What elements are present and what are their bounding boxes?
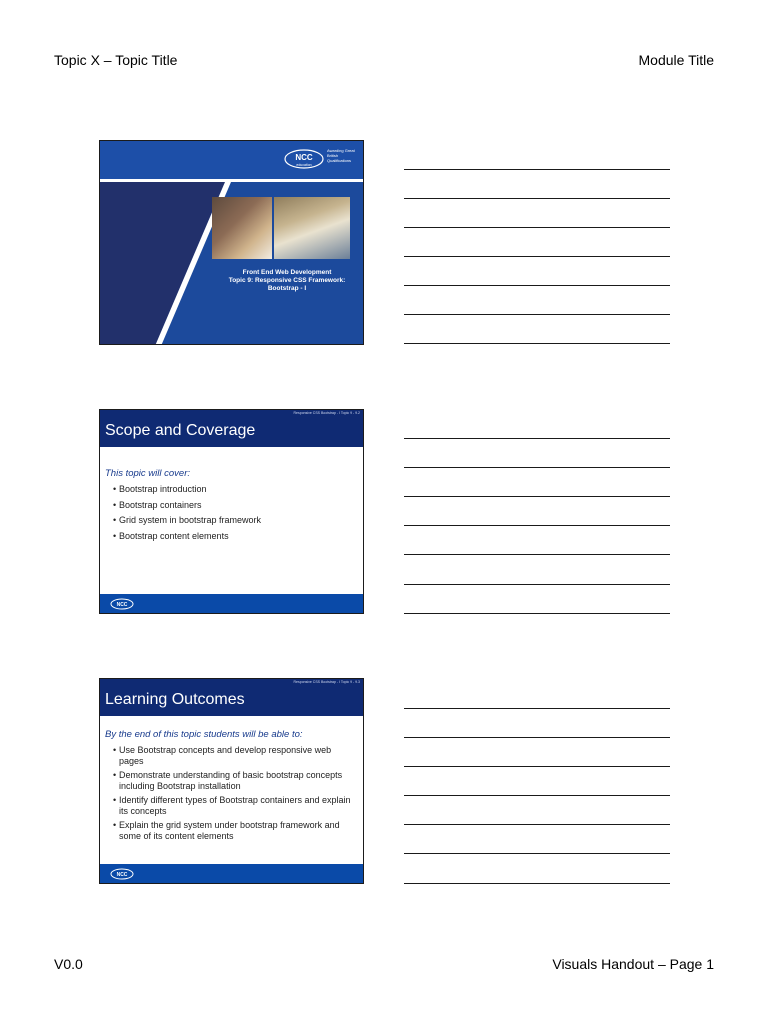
note-line bbox=[404, 285, 670, 286]
slide-title: Scope and Coverage bbox=[105, 422, 256, 439]
course-name: Front End Web Development bbox=[242, 269, 332, 276]
note-line bbox=[404, 883, 670, 884]
ncc-logo-icon bbox=[109, 598, 135, 610]
note-line bbox=[404, 737, 670, 738]
list-item: • Grid system in bootstrap framework bbox=[113, 515, 261, 526]
slide-footer bbox=[100, 594, 363, 613]
note-line bbox=[404, 198, 670, 199]
ncc-logo-icon bbox=[109, 868, 135, 880]
svg-text:NCC: NCC bbox=[295, 153, 313, 162]
slide-breadcrumb: Responsive CSS Bootstrap - I Topic 9 - 9.3 bbox=[293, 680, 360, 684]
svg-text:education: education bbox=[296, 163, 312, 167]
note-line bbox=[404, 613, 670, 614]
list-item: • Identify different types of Bootstrap containers and explain its concepts bbox=[113, 795, 358, 817]
note-line bbox=[404, 708, 670, 709]
topic-subtitle: Bootstrap - I bbox=[267, 285, 307, 292]
note-line bbox=[404, 467, 670, 468]
note-line bbox=[404, 584, 670, 585]
list-item: • Demonstrate understanding of basic bootstrap concepts including Bootstrap installation bbox=[113, 770, 358, 792]
note-line bbox=[404, 256, 670, 257]
note-line bbox=[404, 314, 670, 315]
slide-thumbnail-outcomes bbox=[99, 678, 364, 884]
page-header-topic: Topic X – Topic Title bbox=[54, 52, 178, 68]
slide-header bbox=[100, 410, 363, 447]
ncc-logo-icon bbox=[283, 148, 325, 170]
student-photo bbox=[212, 197, 272, 259]
note-line bbox=[404, 343, 670, 344]
topic-name: Topic 9: Responsive CSS Framework: bbox=[228, 277, 346, 284]
note-line bbox=[404, 853, 670, 854]
list-item: • Bootstrap content elements bbox=[113, 531, 261, 542]
list-item: • Explain the grid system under bootstrap framework and some of its content elements bbox=[113, 820, 358, 842]
slide-title-text bbox=[212, 269, 362, 293]
list-item: • Bootstrap containers bbox=[113, 500, 261, 511]
note-line bbox=[404, 766, 670, 767]
note-line bbox=[404, 795, 670, 796]
page-header-module: Module Title bbox=[638, 52, 714, 68]
slide-white-band bbox=[100, 179, 363, 182]
group-photo bbox=[274, 197, 350, 259]
slide-thumbnail-title bbox=[99, 140, 364, 345]
note-line bbox=[404, 438, 670, 439]
page-footer-page: Visuals Handout – Page 1 bbox=[552, 956, 714, 972]
slide-intro: By the end of this topic students will be able to: bbox=[105, 729, 303, 740]
bullet-list bbox=[113, 484, 261, 546]
svg-text:NCC: NCC bbox=[116, 872, 128, 878]
list-item: • Bootstrap introduction bbox=[113, 484, 261, 495]
note-line bbox=[404, 227, 670, 228]
page-footer-version: V0.0 bbox=[54, 956, 83, 972]
note-line bbox=[404, 525, 670, 526]
note-line bbox=[404, 496, 670, 497]
list-item: • Use Bootstrap concepts and develop responsive web pages bbox=[113, 745, 358, 767]
bullet-list bbox=[113, 745, 358, 845]
slide-breadcrumb: Responsive CSS Bootstrap - I Topic 9 - 9.2 bbox=[293, 411, 360, 415]
note-line bbox=[404, 169, 670, 170]
note-line bbox=[404, 554, 670, 555]
slide-intro: This topic will cover: bbox=[105, 468, 190, 479]
note-line bbox=[404, 824, 670, 825]
slide-title: Learning Outcomes bbox=[105, 691, 245, 708]
slide-thumbnail-scope bbox=[99, 409, 364, 614]
slide-header bbox=[100, 679, 363, 716]
slide-footer bbox=[100, 864, 363, 883]
svg-text:NCC: NCC bbox=[116, 602, 128, 608]
logo-tagline: Awarding Great British Qualifications bbox=[327, 148, 355, 163]
